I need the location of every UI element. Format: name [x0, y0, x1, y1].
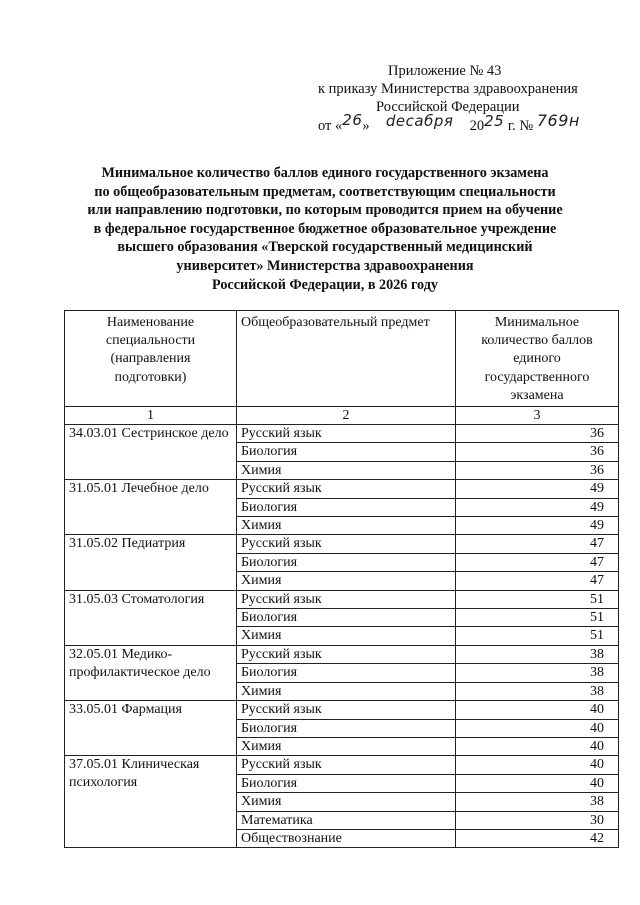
specialty-cell: 37.05.01 Клиническая психология — [65, 756, 237, 848]
column-number: 3 — [456, 407, 619, 425]
score-cell: 40 — [456, 719, 619, 737]
score-cell: 47 — [456, 535, 619, 553]
order-reference: к приказу Министерства здравоохранения — [318, 81, 578, 97]
subject-cell: Биология — [237, 774, 456, 792]
date-close-quote: » — [362, 118, 370, 134]
appendix-number: Приложение № 43 — [388, 63, 502, 79]
header-subject: Общеобразовательный предмет — [237, 311, 456, 407]
subject-cell: Химия — [237, 517, 456, 535]
subject-cell: Биология — [237, 498, 456, 516]
score-cell: 49 — [456, 480, 619, 498]
score-cell: 51 — [456, 609, 619, 627]
table-body — [65, 425, 619, 848]
date-suffix: г. № — [504, 118, 537, 134]
subject-cell: Русский язык — [237, 480, 456, 498]
header-min-score: Минимальное количество баллов единого государственного экзамена — [456, 311, 619, 407]
scores-table — [64, 310, 619, 848]
subject-cell: Биология — [237, 443, 456, 461]
subject-cell: Русский язык — [237, 701, 456, 719]
score-cell: 38 — [456, 664, 619, 682]
score-cell: 40 — [456, 737, 619, 755]
title-line: по общеобразовательным предметам, соответствующим специальности — [94, 183, 556, 200]
subject-cell: Русский язык — [237, 535, 456, 553]
score-cell: 40 — [456, 756, 619, 774]
score-cell: 42 — [456, 829, 619, 847]
year-prefix: 20 — [469, 118, 485, 134]
score-cell: 51 — [456, 590, 619, 608]
subject-cell: Математика — [237, 811, 456, 829]
score-cell: 47 — [456, 572, 619, 590]
specialty-cell: 32.05.01 Медико-профилактическое дело — [65, 645, 237, 700]
subject-cell: Химия — [237, 461, 456, 479]
subject-cell: Обществознание — [237, 829, 456, 847]
title-line: или направлению подготовки, по которым проводится прием на обучение — [87, 202, 563, 219]
specialty-cell: 34.03.01 Сестринское дело — [65, 425, 237, 480]
column-number: 2 — [237, 407, 456, 425]
score-cell: 38 — [456, 682, 619, 700]
score-cell: 47 — [456, 553, 619, 571]
federation-line: Российской Федерации — [376, 99, 520, 115]
subject-cell: Химия — [237, 793, 456, 811]
table-row — [65, 645, 619, 663]
score-cell: 40 — [456, 701, 619, 719]
score-cell: 36 — [456, 461, 619, 479]
appendix-header — [318, 62, 618, 135]
subject-cell: Биология — [237, 609, 456, 627]
title-line: университет» Министерства здравоохранения — [176, 257, 474, 274]
title-line: в федеральное государственное бюджетное образовательное учреждение — [93, 220, 557, 237]
title-line: Минимальное количество баллов единого государственного экзамена — [101, 165, 549, 181]
score-cell: 38 — [456, 645, 619, 663]
subject-cell: Химия — [237, 572, 456, 590]
subject-cell: Русский язык — [237, 756, 456, 774]
specialty-cell: 31.05.01 Лечебное дело — [65, 480, 237, 535]
header-specialty: Наименование специальности (направления подготовки) — [65, 311, 237, 407]
score-cell: 38 — [456, 793, 619, 811]
table-header-row — [65, 311, 619, 407]
handwritten-year: 25 — [484, 112, 505, 130]
subject-cell: Химия — [237, 627, 456, 645]
handwritten-month: decaбря — [385, 112, 454, 130]
subject-cell: Химия — [237, 737, 456, 755]
date-prefix: от « — [318, 118, 343, 134]
subject-cell: Биология — [237, 664, 456, 682]
table-row — [65, 590, 619, 608]
score-cell: 40 — [456, 774, 619, 792]
title-line: Российской Федерации, в 2026 году — [212, 276, 438, 293]
table-row — [65, 535, 619, 553]
score-cell: 49 — [456, 498, 619, 516]
score-cell: 51 — [456, 627, 619, 645]
table-row — [65, 480, 619, 498]
title-line: высшего образования «Тверской государственный медицинский — [117, 239, 533, 256]
specialty-cell: 31.05.03 Стоматология — [65, 590, 237, 645]
specialty-cell: 33.05.01 Фармация — [65, 701, 237, 756]
subject-cell: Русский язык — [237, 645, 456, 663]
score-cell: 36 — [456, 443, 619, 461]
specialty-cell: 31.05.02 Педиатрия — [65, 535, 237, 590]
order-date-line — [318, 111, 618, 135]
subject-cell: Биология — [237, 553, 456, 571]
column-number-row — [65, 407, 619, 425]
handwritten-day: 26 — [342, 111, 363, 129]
score-cell: 49 — [456, 517, 619, 535]
table-row — [65, 756, 619, 774]
table-row — [65, 701, 619, 719]
handwritten-order-number: 769н — [536, 111, 580, 130]
subject-cell: Химия — [237, 682, 456, 700]
column-number: 1 — [65, 407, 237, 425]
subject-cell: Русский язык — [237, 590, 456, 608]
subject-cell: Русский язык — [237, 425, 456, 443]
score-cell: 36 — [456, 425, 619, 443]
document-title — [60, 164, 590, 294]
score-cell: 30 — [456, 811, 619, 829]
table-row — [65, 425, 619, 443]
subject-cell: Биология — [237, 719, 456, 737]
